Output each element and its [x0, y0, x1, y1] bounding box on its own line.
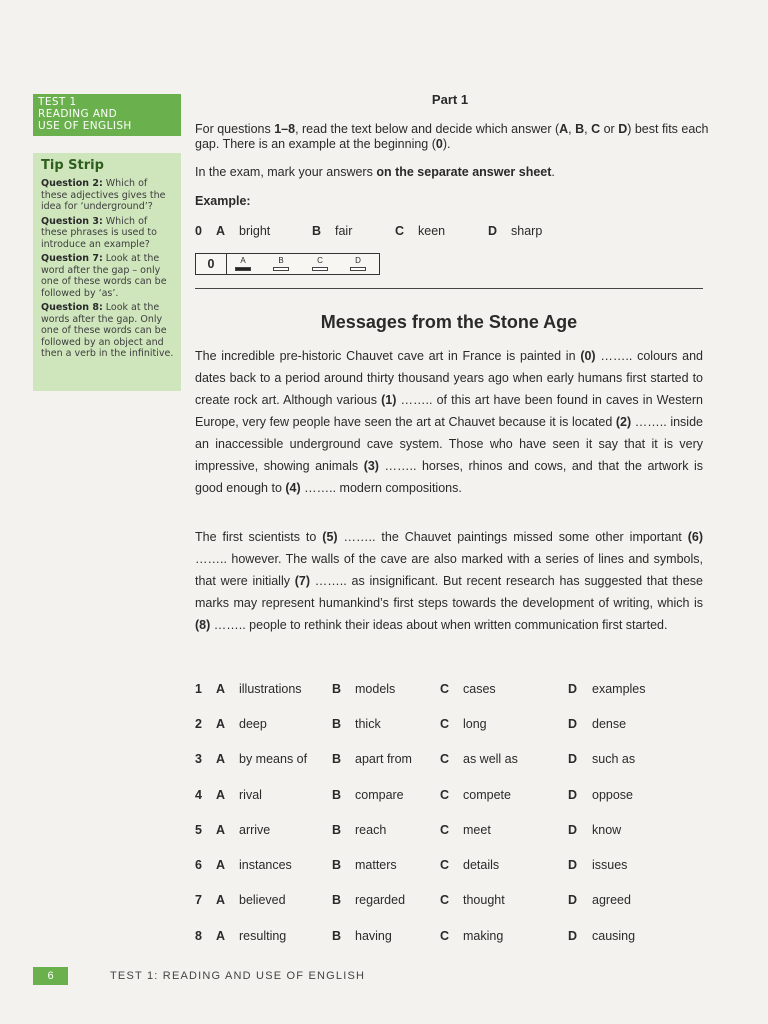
header-line-use-of-english: USE OF ENGLISH [38, 120, 132, 132]
example-option-a: bright [239, 224, 271, 238]
option-letter-d: D [568, 752, 578, 766]
text-segment: …….. as insignificant. But recent research has suggested that these marks may represent humankind’s first steps towards the development of writing, which is [195, 574, 703, 610]
option-letter-d: D [568, 858, 578, 872]
text-segment: …….. people to rethink their ideas about when written communication first started. [210, 618, 668, 632]
instr-text: , read the text below and decide which answer ( [295, 122, 560, 136]
option-b: having [355, 929, 392, 943]
gap-3: (3) [363, 459, 379, 473]
option-letter-c: C [440, 682, 450, 696]
example-options [195, 224, 575, 240]
tip-label: Question 2: [41, 178, 103, 189]
gap-4: (4) [285, 481, 301, 495]
option-letter-d: D [568, 717, 578, 731]
example-letter-d: D [488, 224, 498, 238]
instr-range: 1–8 [274, 122, 296, 136]
instructions-line-1: For questions 1–8, read the text below and decide which answer (A, B, C or D) best fits each gap. There is an example at the beginning (0). [195, 122, 709, 151]
gap-6: (6) [687, 530, 703, 544]
option-letter-b: B [332, 717, 342, 731]
question-row [195, 858, 715, 874]
gap-0: (0) [580, 349, 596, 363]
option-c: meet [463, 823, 491, 837]
question-row [195, 823, 715, 839]
option-c: compete [463, 788, 511, 802]
tip-text: Which of these phrases is used to introduce an example? [41, 215, 157, 250]
option-a: believed [239, 893, 286, 907]
answer-option-label: D [355, 256, 361, 265]
option-letter-d: D [568, 893, 578, 907]
tip-label: Question 7: [41, 253, 103, 264]
tip-question-3 [33, 216, 181, 251]
option-letter-d: D [568, 788, 578, 802]
tip-question-8 [33, 302, 181, 360]
page-number: 6 [33, 967, 68, 985]
text-segment: …….. of this art have been found in caves in Western Europe, very few people have seen the art at Chauvet because it is located [195, 393, 703, 429]
option-letter-b: B [332, 752, 342, 766]
question-number: 2 [195, 717, 202, 731]
example-option-b: fair [335, 224, 353, 238]
option-b: compare [355, 788, 404, 802]
option-b: apart from [355, 752, 412, 766]
option-d: issues [592, 858, 628, 872]
option-letter-a: A [216, 788, 226, 802]
option-d: dense [592, 717, 627, 731]
option-d: causing [592, 929, 636, 943]
example-letter-c: C [395, 224, 405, 238]
tip-label: Question 3: [41, 215, 103, 227]
option-letter-b: B [332, 682, 342, 696]
instr-text: . [551, 165, 555, 179]
option-letter-c: C [440, 717, 450, 731]
text-title: Messages from the Stone Age [320, 312, 578, 332]
answer-option-b [271, 256, 291, 271]
answer-option-a [233, 256, 253, 271]
question-row [195, 717, 715, 733]
text-segment: The first scientists to [195, 530, 323, 544]
option-letter-a: A [216, 823, 226, 837]
option-letter-a: A [216, 682, 226, 696]
option-b: reach [355, 823, 387, 837]
option-letter-c: C [440, 788, 450, 802]
question-number: 3 [195, 752, 202, 766]
option-b: regarded [355, 893, 406, 907]
answer-option-label: A [240, 256, 246, 265]
answer-mark-empty [273, 267, 289, 271]
option-c: cases [463, 682, 496, 696]
option-b: thick [355, 717, 381, 731]
paragraph-2 [195, 526, 703, 636]
answer-option-label: B [278, 256, 284, 265]
instr-text: ) best fits each gap. There is an example at the beginning ( [195, 122, 709, 151]
header-line-reading: READING AND [38, 108, 118, 120]
option-b: matters [355, 858, 397, 872]
example-number: 0 [195, 224, 202, 238]
example-letter-b: B [312, 224, 322, 238]
option-a: deep [239, 717, 267, 731]
option-a: instances [239, 858, 292, 872]
answer-mark-empty [312, 267, 328, 271]
option-letter-c: C [440, 752, 450, 766]
text-segment: …….. modern compositions. [300, 481, 462, 495]
example-heading: Example: [195, 194, 251, 208]
question-row [195, 788, 715, 804]
option-a: resulting [239, 929, 287, 943]
tip-strip [33, 153, 181, 391]
example-option-c: keen [418, 224, 446, 238]
tip-question-7 [33, 253, 181, 299]
option-d: oppose [592, 788, 634, 802]
option-letter-b: B [332, 823, 342, 837]
option-d: know [592, 823, 622, 837]
instr-text: For questions [195, 122, 275, 136]
question-number: 6 [195, 858, 202, 872]
option-b: models [355, 682, 396, 696]
option-letter-b: B [332, 929, 342, 943]
question-number: 4 [195, 788, 202, 802]
option-c: making [463, 929, 504, 943]
text-segment: …….. colours and dates back to a period around thirty thousand years ago when early humans first started to create rock art. Although various [195, 349, 704, 407]
option-letter-b: B [332, 858, 342, 872]
option-letter-d: D [568, 823, 578, 837]
tip-strip-title: Tip Strip [41, 158, 104, 173]
question-row [195, 682, 715, 698]
option-letter-a: A [216, 717, 226, 731]
tip-text: Look at the word after the gap – only one of these words can be followed by ‘as’. [41, 253, 167, 299]
question-row [195, 929, 715, 945]
section-divider [195, 288, 703, 289]
answer-option-label: C [317, 256, 323, 265]
question-row [195, 752, 715, 768]
answer-option-d [348, 256, 368, 271]
tip-label: Question 8: [41, 302, 103, 313]
option-c: long [463, 717, 487, 731]
option-a: rival [239, 788, 262, 802]
instr-text: ). [442, 137, 451, 151]
option-letter-c: C [440, 893, 450, 907]
gap-1: (1) [381, 393, 397, 407]
text-segment: …….. however. The walls of the cave are also marked with a series of lines and symbols, that were initially [195, 552, 703, 588]
option-c: thought [463, 893, 505, 907]
tip-question-2 [33, 178, 181, 213]
option-letter-b: B [332, 893, 342, 907]
option-letter-a: A [216, 858, 226, 872]
text-segment: …….. the Chauvet paintings missed some other important [337, 530, 688, 544]
option-c: details [463, 858, 500, 872]
option-d: agreed [592, 893, 631, 907]
option-letter-a: A [216, 929, 226, 943]
gap-2: (2) [615, 415, 632, 429]
option-c: as well as [463, 752, 518, 766]
instr-opt-d: D [618, 122, 628, 136]
text-segment: …….. horses, rhinos and cows, and that the artwork is good enough to [195, 459, 703, 495]
example-option-d: sharp [511, 224, 543, 238]
question-row [195, 893, 715, 909]
option-letter-b: B [332, 788, 342, 802]
option-letter-a: A [216, 752, 226, 766]
option-a: arrive [239, 823, 271, 837]
example-letter-a: A [216, 224, 226, 238]
gap-7: (7) [294, 574, 311, 588]
instr-opt-b: B [575, 122, 585, 136]
text-segment: …….. inside an inaccessible underground cave system. Those who have seen it say that it is very impressive, showing animals [195, 415, 703, 473]
option-letter-d: D [568, 929, 578, 943]
tip-text: Which of these adjectives gives the idea for ‘underground’? [41, 178, 166, 212]
question-number: 1 [195, 682, 202, 696]
answer-box-number: 0 [196, 254, 227, 274]
question-number: 7 [195, 893, 202, 907]
question-number: 5 [195, 823, 202, 837]
running-head: TEST 1: READING AND USE OF ENGLISH [110, 970, 366, 982]
answer-option-c [310, 256, 330, 271]
option-d: examples [592, 682, 646, 696]
option-a: by means of [239, 752, 308, 766]
option-letter-d: D [568, 682, 578, 696]
instr-text: In the exam, mark your answers [195, 165, 377, 179]
example-answer-sheet-box [195, 253, 380, 275]
option-d: such as [592, 752, 636, 766]
tip-text: Look at the words after the gap. Only one of these words can be followed by an object and then a verb in the infinitive. [41, 302, 174, 359]
question-number: 8 [195, 929, 202, 943]
instr-opt-a: A [559, 122, 569, 136]
option-letter-c: C [440, 929, 450, 943]
instructions-line-2 [195, 165, 715, 180]
answer-mark-empty [350, 267, 366, 271]
instr-answer-sheet: on the separate answer sheet [376, 165, 552, 179]
gap-8: (8) [195, 618, 211, 632]
part-title: Part 1 [431, 92, 469, 107]
option-a: illustrations [239, 682, 302, 696]
option-letter-c: C [440, 823, 450, 837]
gap-5: (5) [322, 530, 338, 544]
instr-example-num: 0 [435, 137, 443, 151]
header-line-test: TEST 1 [38, 96, 77, 108]
option-letter-a: A [216, 893, 226, 907]
text-segment: The incredible pre-historic Chauvet cave art in France is painted in [195, 349, 581, 363]
option-letter-c: C [440, 858, 450, 872]
instr-opt-c: C [591, 122, 601, 136]
paragraph-1 [195, 345, 703, 499]
answer-mark-filled [235, 267, 251, 271]
